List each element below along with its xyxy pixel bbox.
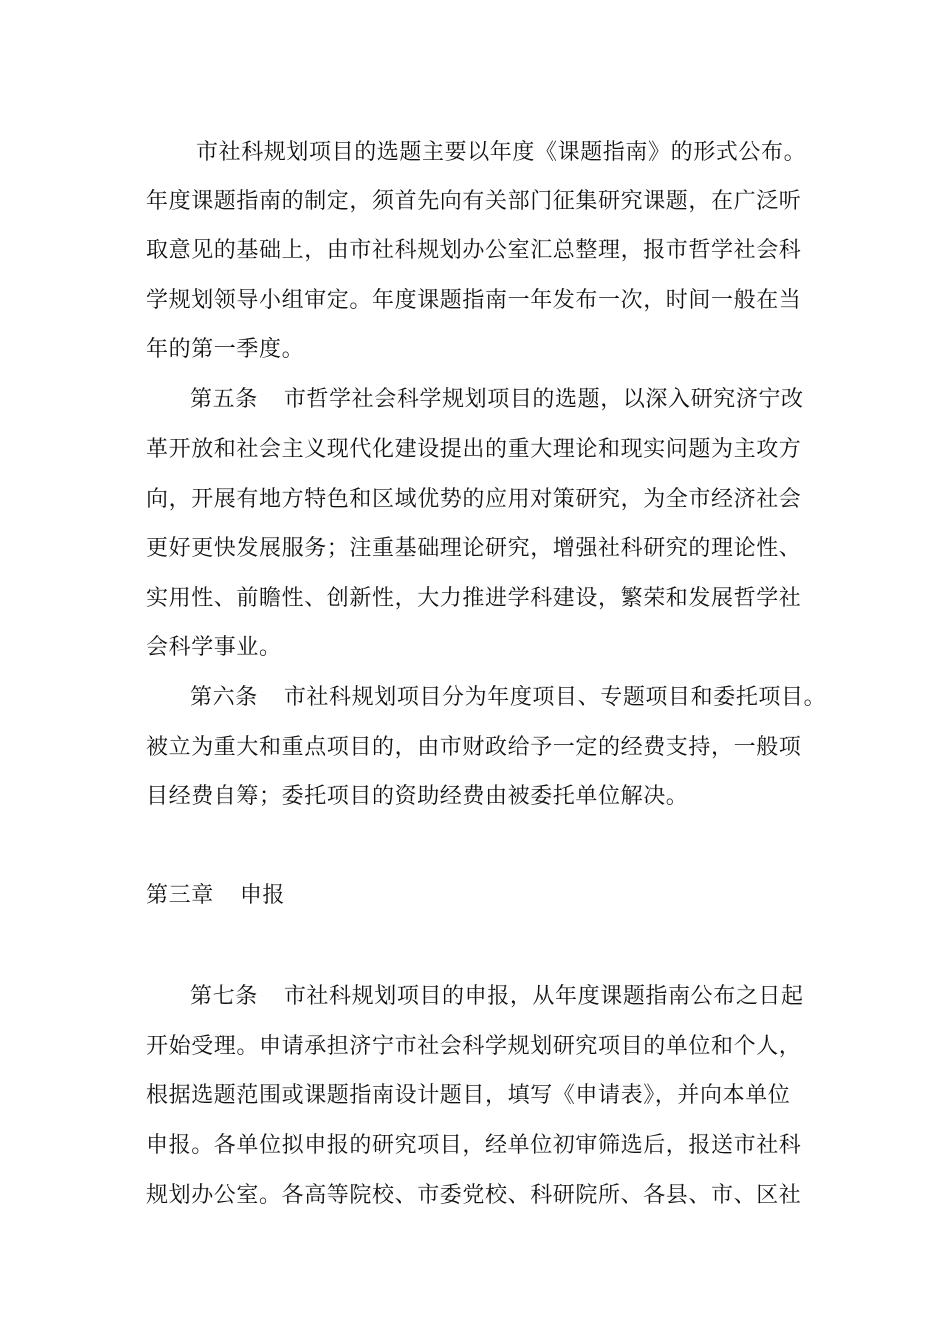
article-6-first-line xyxy=(190,683,826,713)
article-7-first-line xyxy=(190,982,804,1012)
paragraph-line: 申报。各单位拟申报的研究项目，经单位初审筛选后，报送市社科 xyxy=(146,1133,802,1158)
article-5-label: 第五条 xyxy=(190,387,258,412)
paragraph-line: 更好更快发展服务；注重基础理论研究，增强社科研究的理论性、 xyxy=(146,536,802,561)
paragraph-line: 学规划领导小组审定。年度课题指南一年发布一次，时间一般在当 xyxy=(146,288,802,313)
paragraph-line: 目经费自筹；委托项目的资助经费由被委托单位解决。 xyxy=(146,784,689,809)
article-7-label: 第七条 xyxy=(190,984,258,1009)
paragraph-line: 年度课题指南的制定，须首先向有关部门征集研究课题，在广泛听 xyxy=(146,189,802,214)
paragraph-line: 向，开展有地方特色和区域优势的应用对策研究，为全市经济社会 xyxy=(146,487,802,512)
paragraph-line: 取意见的基础上，由市社科规划办公室汇总整理，报市哲学社会科 xyxy=(146,238,802,263)
chapter-3-label: 第三章 xyxy=(146,883,214,908)
paragraph-line: 市哲学社会科学规划项目的选题，以深入研究济宁改 xyxy=(283,387,804,412)
paragraph-line: 会科学事业。 xyxy=(146,635,282,660)
paragraph-line: 实用性、前瞻性、创新性，大力推进学科建设，繁荣和发展哲学社 xyxy=(146,586,802,611)
paragraph-line: 市社科规划项目的申报，从年度课题指南公布之日起 xyxy=(283,984,804,1009)
article-6-label: 第六条 xyxy=(190,685,258,710)
chapter-heading xyxy=(146,881,285,911)
paragraph-line: 开始受理。申请承担济宁市社会科学规划研究项目的单位和个人， xyxy=(146,1034,802,1059)
paragraph-line: 市社科规划项目分为年度项目、专题项目和委托项目。 xyxy=(283,685,827,710)
chapter-3-title: 申报 xyxy=(239,883,286,908)
paragraph-line: 被立为重大和重点项目的，由市财政给予一定的经费支持，一般项 xyxy=(146,735,802,760)
paragraph-line: 革开放和社会主义现代化建设提出的重大理论和现实问题为主攻方 xyxy=(146,437,802,462)
paragraph-line: 规划办公室。各高等院校、市委党校、科研院所、各县、市、区社 xyxy=(146,1183,802,1208)
paragraph-line: 市社科规划项目的选题主要以年度《课题指南》的形式公布。 xyxy=(196,140,807,165)
article-5-first-line xyxy=(190,385,804,415)
paragraph-line: 年的第一季度。 xyxy=(146,337,305,362)
paragraph-line: 根据选题范围或课题指南设计题目，填写《申请表》，并向本单位 xyxy=(146,1083,791,1108)
